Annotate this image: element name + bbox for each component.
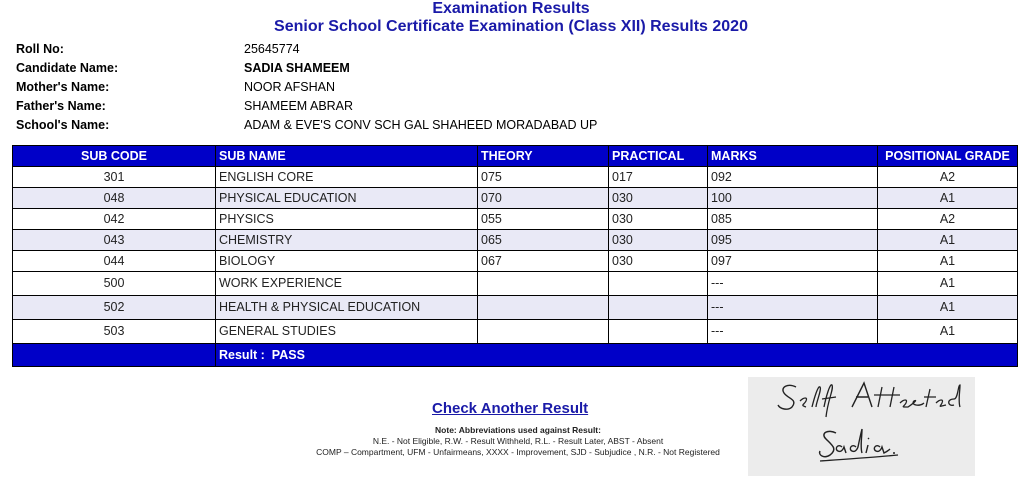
sub-code-cell: 500 — [13, 272, 216, 296]
table-row — [13, 251, 1018, 272]
result-cell — [216, 344, 1018, 367]
practical-cell: 030 — [609, 188, 708, 209]
sub-name-cell: BIOLOGY — [216, 251, 478, 272]
signature-image — [748, 377, 975, 476]
practical-cell: 030 — [609, 209, 708, 230]
sub-code-cell: 043 — [13, 230, 216, 251]
result-spacer-cell — [13, 344, 216, 367]
practical-cell: 030 — [609, 230, 708, 251]
grade-cell: A1 — [878, 251, 1018, 272]
marks-cell: --- — [708, 320, 878, 344]
grade-cell: A2 — [878, 167, 1018, 188]
notes-line-1: N.E. - Not Eligible, R.W. - Result Withheld, R.L. - Result Later, ABST - Absent — [372, 436, 664, 446]
header-marks: MARKS — [708, 146, 878, 167]
table-row — [13, 272, 1018, 296]
grade-cell: A1 — [878, 320, 1018, 344]
theory-cell — [478, 272, 609, 296]
theory-cell: 055 — [478, 209, 609, 230]
header-sub-code: SUB CODE — [13, 146, 216, 167]
theory-cell: 070 — [478, 188, 609, 209]
table-row — [13, 296, 1018, 320]
practical-cell — [609, 272, 708, 296]
check-another-result-link[interactable]: Check Another Result — [432, 400, 589, 417]
marks-cell: 100 — [708, 188, 878, 209]
grade-cell: A1 — [878, 296, 1018, 320]
sub-code-cell: 301 — [13, 167, 216, 188]
result-label: Result : — [219, 348, 265, 362]
header-sub-name: SUB NAME — [216, 146, 478, 167]
abbreviation-notes — [268, 425, 768, 458]
result-row — [13, 344, 1018, 367]
sub-name-cell: PHYSICAL EDUCATION — [216, 188, 478, 209]
marks-cell: --- — [708, 272, 878, 296]
table-row — [13, 209, 1018, 230]
sub-name-cell: PHYSICS — [216, 209, 478, 230]
practical-cell: 017 — [609, 167, 708, 188]
sub-name-cell: HEALTH & PHYSICAL EDUCATION — [216, 296, 478, 320]
sub-code-cell: 503 — [13, 320, 216, 344]
marks-cell: --- — [708, 296, 878, 320]
marks-cell: 092 — [708, 167, 878, 188]
grade-cell: A1 — [878, 188, 1018, 209]
sub-code-cell: 044 — [13, 251, 216, 272]
theory-cell: 065 — [478, 230, 609, 251]
table-row — [13, 167, 1018, 188]
father-name-value: SHAMEEM ABRAR — [244, 99, 354, 113]
header-practical: PRACTICAL — [609, 146, 708, 167]
sub-name-cell: WORK EXPERIENCE — [216, 272, 478, 296]
grade-cell: A2 — [878, 209, 1018, 230]
school-name-label: School's Name: — [16, 118, 110, 132]
practical-cell — [609, 296, 708, 320]
header-theory: THEORY — [478, 146, 609, 167]
marks-cell: 097 — [708, 251, 878, 272]
practical-cell: 030 — [609, 251, 708, 272]
header-grade: POSITIONAL GRADE — [878, 146, 1018, 167]
father-name-label: Father's Name: — [16, 99, 106, 113]
sub-code-cell: 048 — [13, 188, 216, 209]
theory-cell — [478, 320, 609, 344]
notes-title: Note: Abbreviations used against Result: — [435, 425, 601, 435]
table-row — [13, 230, 1018, 251]
marks-table — [12, 145, 1018, 367]
practical-cell — [609, 320, 708, 344]
sub-code-cell: 042 — [13, 209, 216, 230]
candidate-name-label: Candidate Name: — [16, 61, 119, 75]
result-value: PASS — [271, 348, 305, 362]
roll-no-value: 25645774 — [244, 42, 300, 56]
table-row — [13, 320, 1018, 344]
sub-name-cell: ENGLISH CORE — [216, 167, 478, 188]
roll-no-label: Roll No: — [16, 42, 64, 56]
marks-cell: 085 — [708, 209, 878, 230]
sub-name-cell: CHEMISTRY — [216, 230, 478, 251]
mother-name-value: NOOR AFSHAN — [244, 80, 335, 94]
marks-cell: 095 — [708, 230, 878, 251]
page-title: Examination Results — [432, 0, 590, 17]
school-name-value: ADAM & EVE'S CONV SCH GAL SHAHEED MORADABAD UP — [244, 118, 598, 132]
notes-line-2: COMP – Compartment, UFM - Unfairmeans, XXXX - Improvement, SJD - Subjudice , N.R. - Not Registered — [316, 447, 720, 457]
mother-name-label: Mother's Name: — [16, 80, 110, 94]
sub-code-cell: 502 — [13, 296, 216, 320]
self-attested-signature — [748, 377, 975, 476]
exam-subtitle: Senior School Certificate Examination (Class XII) Results 2020 — [274, 18, 748, 35]
theory-cell: 067 — [478, 251, 609, 272]
grade-cell: A1 — [878, 230, 1018, 251]
sub-name-cell: GENERAL STUDIES — [216, 320, 478, 344]
theory-cell: 075 — [478, 167, 609, 188]
table-header-row — [13, 146, 1018, 167]
candidate-name-value: SADIA SHAMEEM — [244, 61, 350, 75]
table-row — [13, 188, 1018, 209]
grade-cell: A1 — [878, 272, 1018, 296]
theory-cell — [478, 296, 609, 320]
